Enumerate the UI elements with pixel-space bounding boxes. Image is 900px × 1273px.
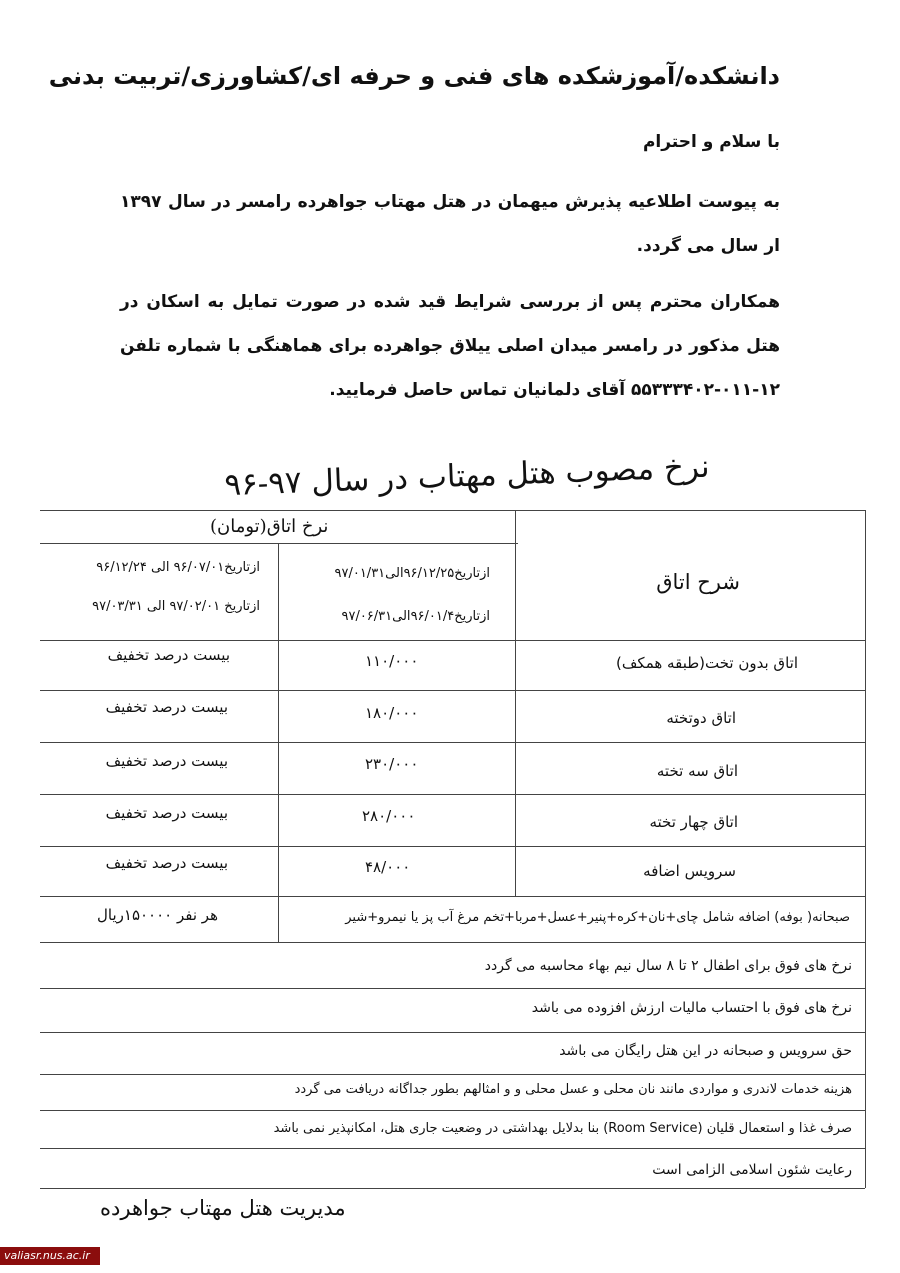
note-vat: نرخ های فوق با احتساب مالیات ارزش افزوده می باشد [531, 1000, 852, 1016]
room-type: اتاق سه تخته [656, 762, 738, 780]
col-divider-room [515, 510, 516, 896]
row-line [40, 1148, 865, 1149]
room-price: ۱۱۰/۰۰۰ [365, 652, 419, 670]
breakfast-price: هر نفر ۱۵۰۰۰۰ریال [97, 906, 218, 924]
discount-note: بیست درصد تخفیف [105, 698, 228, 716]
discount-note: بیست درصد تخفیف [105, 854, 228, 872]
note-islamic-code: رعایت شئون اسلامی الزامی است [652, 1162, 852, 1178]
room-type: اتاق بدون تخت(طبقه همکف) [616, 654, 798, 672]
room-type: سرویس اضافه [643, 862, 736, 880]
site-watermark: valiasr.nus.ac.ir [0, 1247, 100, 1265]
period-a-line2: ازتاریخ۹۶/۰۱/۴الی۹۷/۰۶/۳۱ [341, 609, 490, 624]
table-title: نرخ مصوب هتل مهتاب در سال ۹۷-۹۶ [223, 448, 711, 504]
row-line [40, 1110, 865, 1111]
note-room-service: صرف غذا و استعمال قلیان (Room Service) بنا بدلایل بهداشتی در وضعیت جاری هتل، امکانپذیر نمی باشد [273, 1121, 852, 1136]
note-children-rate: نرخ های فوق برای اطفال ۲ تا ۸ سال نیم بهاء محاسبه می گردد [484, 958, 852, 974]
rate-header: نرخ اتاق(تومان) [210, 516, 329, 537]
period-a-line1: ازتاریخ۹۶/۱۲/۲۵الی۹۷/۰۱/۳۱ [334, 566, 490, 581]
row-line [40, 742, 865, 743]
room-price: ۱۸۰/۰۰۰ [365, 704, 419, 722]
period-b-line2: ازتاریخ ۹۷/۰۲/۰۱ الی ۹۷/۰۳/۳۱ [92, 599, 260, 614]
room-price: ۲۳۰/۰۰۰ [365, 755, 419, 773]
row-line [40, 988, 865, 989]
room-price: ۴۸/۰۰۰ [365, 858, 411, 876]
row-line [40, 794, 865, 795]
period-b-line1: ازتاریخ۹۶/۰۷/۰۱ الی ۹۶/۱۲/۲۴ [96, 560, 260, 575]
row-line [40, 942, 865, 943]
greeting: با سلام و احترام [642, 132, 780, 152]
row-line [40, 1074, 865, 1075]
rate-header-divider [40, 543, 518, 544]
discount-note: بیست درصد تخفیف [107, 646, 230, 664]
breakfast-description: صبحانه( بوفه) اضافه شامل چای+نان+کره+پنیر+عسل+مربا+تخم مرغ آب پز یا نیمرو+شیر [345, 910, 850, 925]
room-description-header: شرح اتاق [656, 570, 740, 594]
table-border-bottom [40, 1188, 865, 1189]
room-type: اتاق چهار تخته [649, 813, 738, 831]
row-line [40, 896, 865, 897]
paragraph-invitation: به پیوست اطلاعیه پذیرش میهمان در هتل مهتاب جواهرده رامسر در سال ۱۳۹۷ ار سال می گردد. [120, 192, 780, 256]
room-type: اتاق دوتخته [666, 709, 736, 727]
table-border-top [40, 510, 865, 511]
signature: مدیریت هتل مهتاب جواهرده [100, 1196, 346, 1220]
header-bottom-line [40, 640, 865, 641]
row-line [40, 1032, 865, 1033]
note-free-service: حق سرویس و صبحانه در این هتل رایگان می باشد [559, 1043, 852, 1059]
row-line [40, 690, 865, 691]
row-line [40, 846, 865, 847]
note-extra-charges: هزینه خدمات لاندری و مواردی مانند نان محلی و عسل محلی و و امثالهم بطور جداگانه دریافت می گردد [294, 1082, 852, 1097]
table-border-right [865, 510, 866, 1188]
room-price: ۲۸۰/۰۰۰ [362, 807, 416, 825]
discount-note: بیست درصد تخفیف [105, 804, 228, 822]
col-divider-period [278, 543, 279, 943]
paragraph-contact: همکاران محترم پس از بررسی شرایط قید شده در صورت تمایل به اسکان در هتل مذکور در رامسر میدان اصلی ییلاق جواهرده برای هماهنگی با شماره تلفن ۱۲-۰۱۱-۵۵۳۳۳۴۰۲ آقای دلمانیان تماس حاصل فرمایید. [120, 292, 780, 400]
letter-heading: دانشکده/آموزشکده های فنی و حرفه ای/کشاورزی/تربیت بدنی [48, 62, 780, 90]
discount-note: بیست درصد تخفیف [105, 752, 228, 770]
